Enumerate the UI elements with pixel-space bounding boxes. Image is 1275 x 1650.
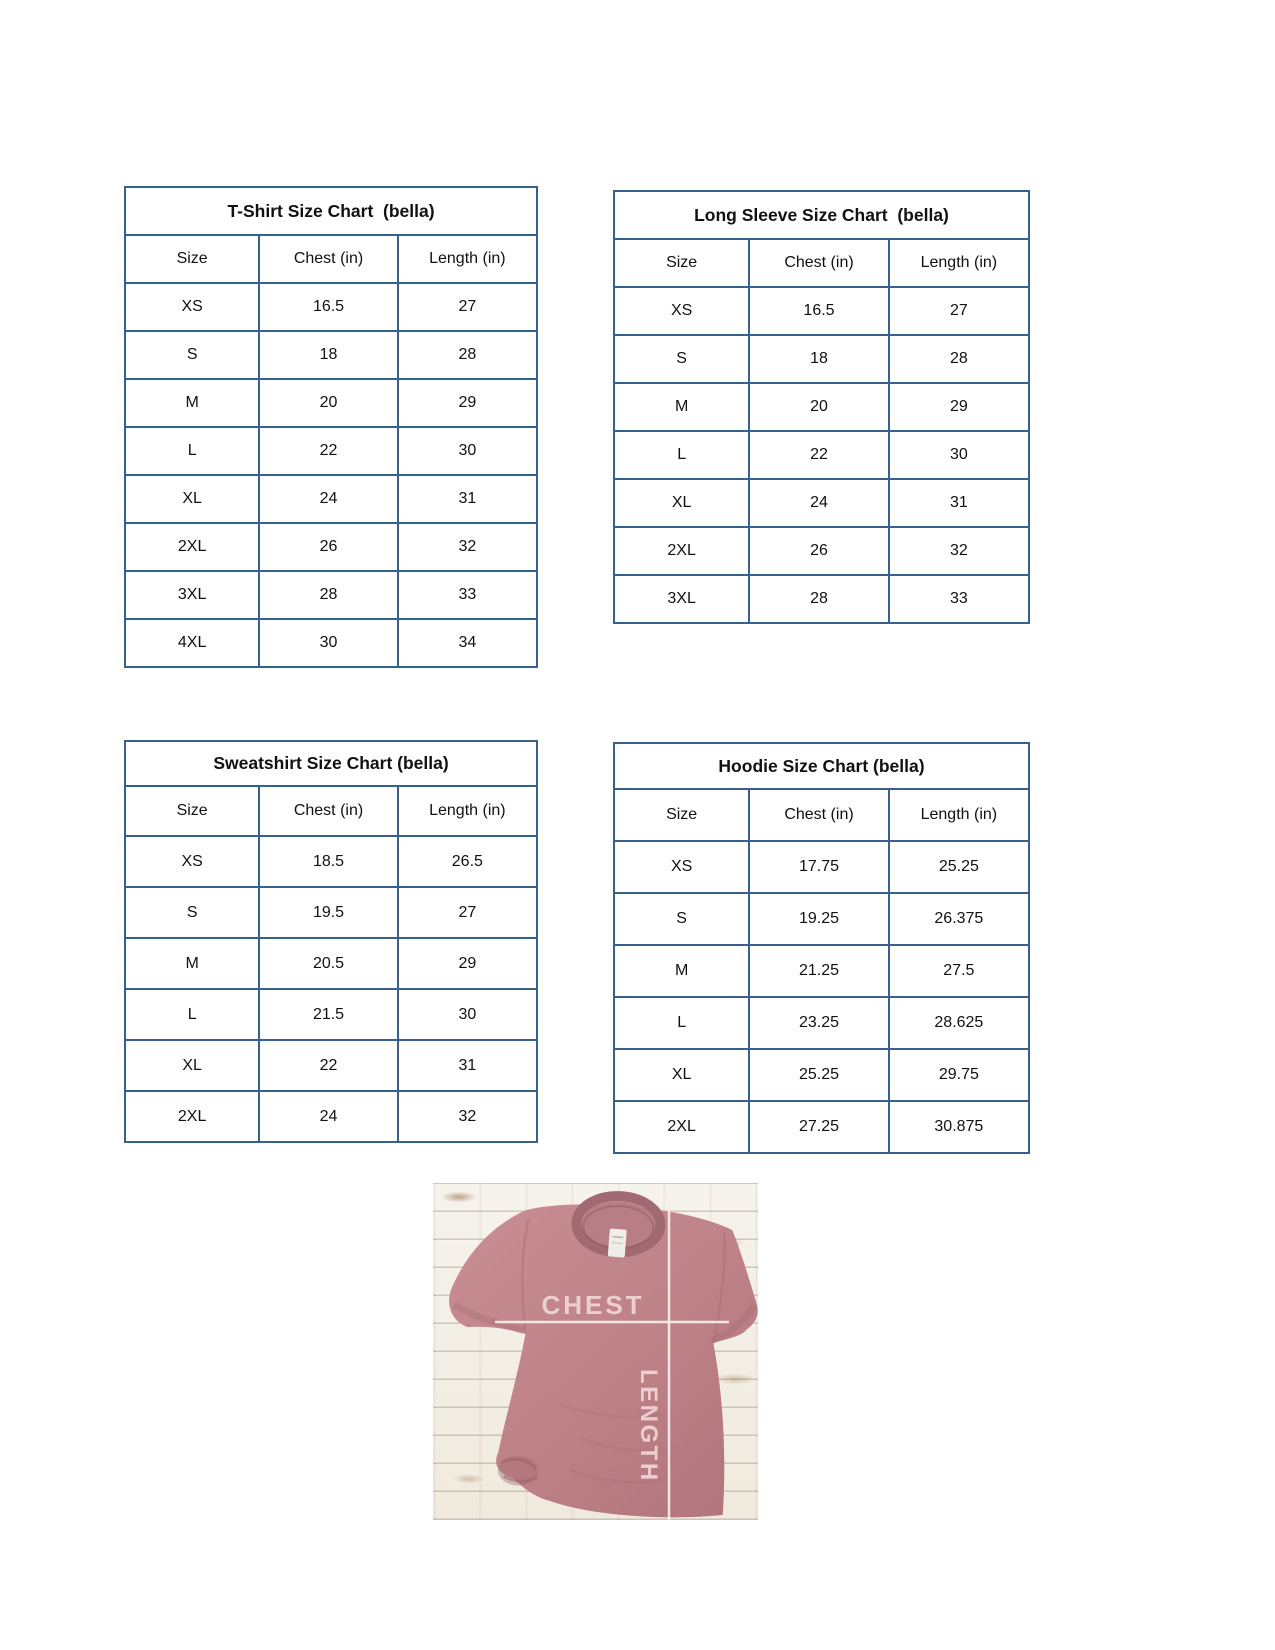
- table-row: [125, 619, 537, 667]
- sweatshirt-col-header-size: Size: [125, 786, 259, 836]
- table-cell: L: [125, 427, 259, 475]
- table-cell: S: [614, 335, 749, 383]
- table-cell: 23.25: [749, 997, 888, 1049]
- table-cell: 25.25: [749, 1049, 888, 1101]
- size-guide-photo: [433, 1183, 758, 1520]
- tshirt-col-header-length: Length (in): [398, 235, 537, 283]
- hoodie-col-header-size: Size: [614, 789, 749, 841]
- table-cell: 20: [749, 383, 888, 431]
- table-row: [614, 893, 1029, 945]
- table-cell: L: [614, 997, 749, 1049]
- tshirt-table-title: T-Shirt Size Chart (bella): [125, 187, 537, 235]
- hoodie-size-table: [613, 742, 1030, 1154]
- table-cell: 31: [398, 1040, 537, 1091]
- table-row: [125, 475, 537, 523]
- table-row: [125, 836, 537, 887]
- table-cell: 26.375: [889, 893, 1029, 945]
- table-cell: 31: [889, 479, 1029, 527]
- table-cell: XL: [614, 1049, 749, 1101]
- sweatshirt-table-title: Sweatshirt Size Chart (bella): [125, 741, 537, 786]
- chest-label: CHEST: [541, 1290, 645, 1320]
- tshirt-size-table: [124, 186, 538, 668]
- table-cell: 4XL: [125, 619, 259, 667]
- hoodie-col-header-length: Length (in): [889, 789, 1029, 841]
- table-cell: 34: [398, 619, 537, 667]
- table-row: [614, 431, 1029, 479]
- table-row: [125, 887, 537, 938]
- table-cell: 30: [398, 427, 537, 475]
- tshirt-shape: [444, 1192, 758, 1520]
- table-row: [125, 571, 537, 619]
- length-label: LENGTH: [635, 1369, 662, 1483]
- table-cell: M: [125, 938, 259, 989]
- table-cell: L: [125, 989, 259, 1040]
- table-cell: 29: [889, 383, 1029, 431]
- table-row: [614, 945, 1029, 997]
- table-cell: XL: [614, 479, 749, 527]
- table-cell: 2XL: [614, 527, 749, 575]
- table-cell: M: [614, 945, 749, 997]
- table-cell: 31: [398, 475, 537, 523]
- table-cell: 2XL: [614, 1101, 749, 1153]
- table-cell: 33: [889, 575, 1029, 623]
- sweatshirt-col-header-length: Length (in): [398, 786, 537, 836]
- table-cell: 28: [889, 335, 1029, 383]
- table-cell: 22: [749, 431, 888, 479]
- table-cell: M: [614, 383, 749, 431]
- table-cell: 26.5: [398, 836, 537, 887]
- table-row: [614, 479, 1029, 527]
- table-cell: 24: [749, 479, 888, 527]
- table-row: [125, 427, 537, 475]
- table-cell: 18: [259, 331, 397, 379]
- table-row: [125, 938, 537, 989]
- table-row: [614, 841, 1029, 893]
- table-cell: 2XL: [125, 1091, 259, 1142]
- table-row: [614, 575, 1029, 623]
- hoodie-table-title: Hoodie Size Chart (bella): [614, 743, 1029, 789]
- table-row: [614, 1101, 1029, 1153]
- table-cell: 18.5: [259, 836, 397, 887]
- tshirt-col-header-chest: Chest (in): [259, 235, 397, 283]
- longsleeve-size-table: [613, 190, 1030, 624]
- longsleeve-table-title: Long Sleeve Size Chart (bella): [614, 191, 1029, 239]
- table-row: [614, 383, 1029, 431]
- table-cell: XS: [614, 841, 749, 893]
- table-cell: 29: [398, 938, 537, 989]
- table-cell: 2XL: [125, 523, 259, 571]
- table-row: [125, 989, 537, 1040]
- table-cell: M: [125, 379, 259, 427]
- table-cell: 26: [259, 523, 397, 571]
- sweatshirt-size-table: [124, 740, 538, 1143]
- table-cell: XS: [125, 836, 259, 887]
- table-cell: 24: [259, 1091, 397, 1142]
- longsleeve-col-header-length: Length (in): [889, 239, 1029, 287]
- table-row: [614, 287, 1029, 335]
- table-row: [614, 335, 1029, 383]
- sweatshirt-col-header-chest: Chest (in): [259, 786, 397, 836]
- table-row: [125, 1091, 537, 1142]
- table-cell: 29.75: [889, 1049, 1029, 1101]
- table-cell: 20: [259, 379, 397, 427]
- table-cell: 20.5: [259, 938, 397, 989]
- table-cell: 25.25: [889, 841, 1029, 893]
- table-cell: 28.625: [889, 997, 1029, 1049]
- table-cell: S: [125, 331, 259, 379]
- table-cell: 24: [259, 475, 397, 523]
- table-cell: 28: [259, 571, 397, 619]
- table-cell: 32: [889, 527, 1029, 575]
- table-cell: 22: [259, 427, 397, 475]
- table-cell: 21.25: [749, 945, 888, 997]
- table-row: [125, 379, 537, 427]
- table-row: [125, 1040, 537, 1091]
- table-cell: 3XL: [125, 571, 259, 619]
- table-cell: XS: [125, 283, 259, 331]
- table-cell: 26: [749, 527, 888, 575]
- table-cell: 16.5: [259, 283, 397, 331]
- table-cell: 19.5: [259, 887, 397, 938]
- table-cell: 21.5: [259, 989, 397, 1040]
- table-cell: 16.5: [749, 287, 888, 335]
- table-cell: 17.75: [749, 841, 888, 893]
- table-cell: 27: [398, 283, 537, 331]
- table-cell: 30: [398, 989, 537, 1040]
- table-cell: S: [614, 893, 749, 945]
- table-cell: 32: [398, 1091, 537, 1142]
- table-cell: XL: [125, 1040, 259, 1091]
- table-cell: 28: [398, 331, 537, 379]
- longsleeve-col-header-size: Size: [614, 239, 749, 287]
- table-cell: 27: [889, 287, 1029, 335]
- table-cell: L: [614, 431, 749, 479]
- table-cell: 30: [889, 431, 1029, 479]
- table-cell: 19.25: [749, 893, 888, 945]
- table-cell: 18: [749, 335, 888, 383]
- table-row: [614, 527, 1029, 575]
- table-cell: 27.5: [889, 945, 1029, 997]
- table-cell: 27.25: [749, 1101, 888, 1153]
- longsleeve-col-header-chest: Chest (in): [749, 239, 888, 287]
- table-cell: XS: [614, 287, 749, 335]
- table-row: [125, 283, 537, 331]
- tshirt-mockup: [433, 1183, 758, 1520]
- table-cell: 30: [259, 619, 397, 667]
- table-cell: XL: [125, 475, 259, 523]
- table-row: [614, 1049, 1029, 1101]
- table-cell: 28: [749, 575, 888, 623]
- hoodie-col-header-chest: Chest (in): [749, 789, 888, 841]
- table-cell: 33: [398, 571, 537, 619]
- table-row: [125, 523, 537, 571]
- table-cell: 29: [398, 379, 537, 427]
- table-cell: 32: [398, 523, 537, 571]
- tshirt-col-header-size: Size: [125, 235, 259, 283]
- table-row: [614, 997, 1029, 1049]
- table-cell: 3XL: [614, 575, 749, 623]
- table-cell: S: [125, 887, 259, 938]
- table-row: [125, 331, 537, 379]
- table-cell: 30.875: [889, 1101, 1029, 1153]
- table-cell: 27: [398, 887, 537, 938]
- table-cell: 22: [259, 1040, 397, 1091]
